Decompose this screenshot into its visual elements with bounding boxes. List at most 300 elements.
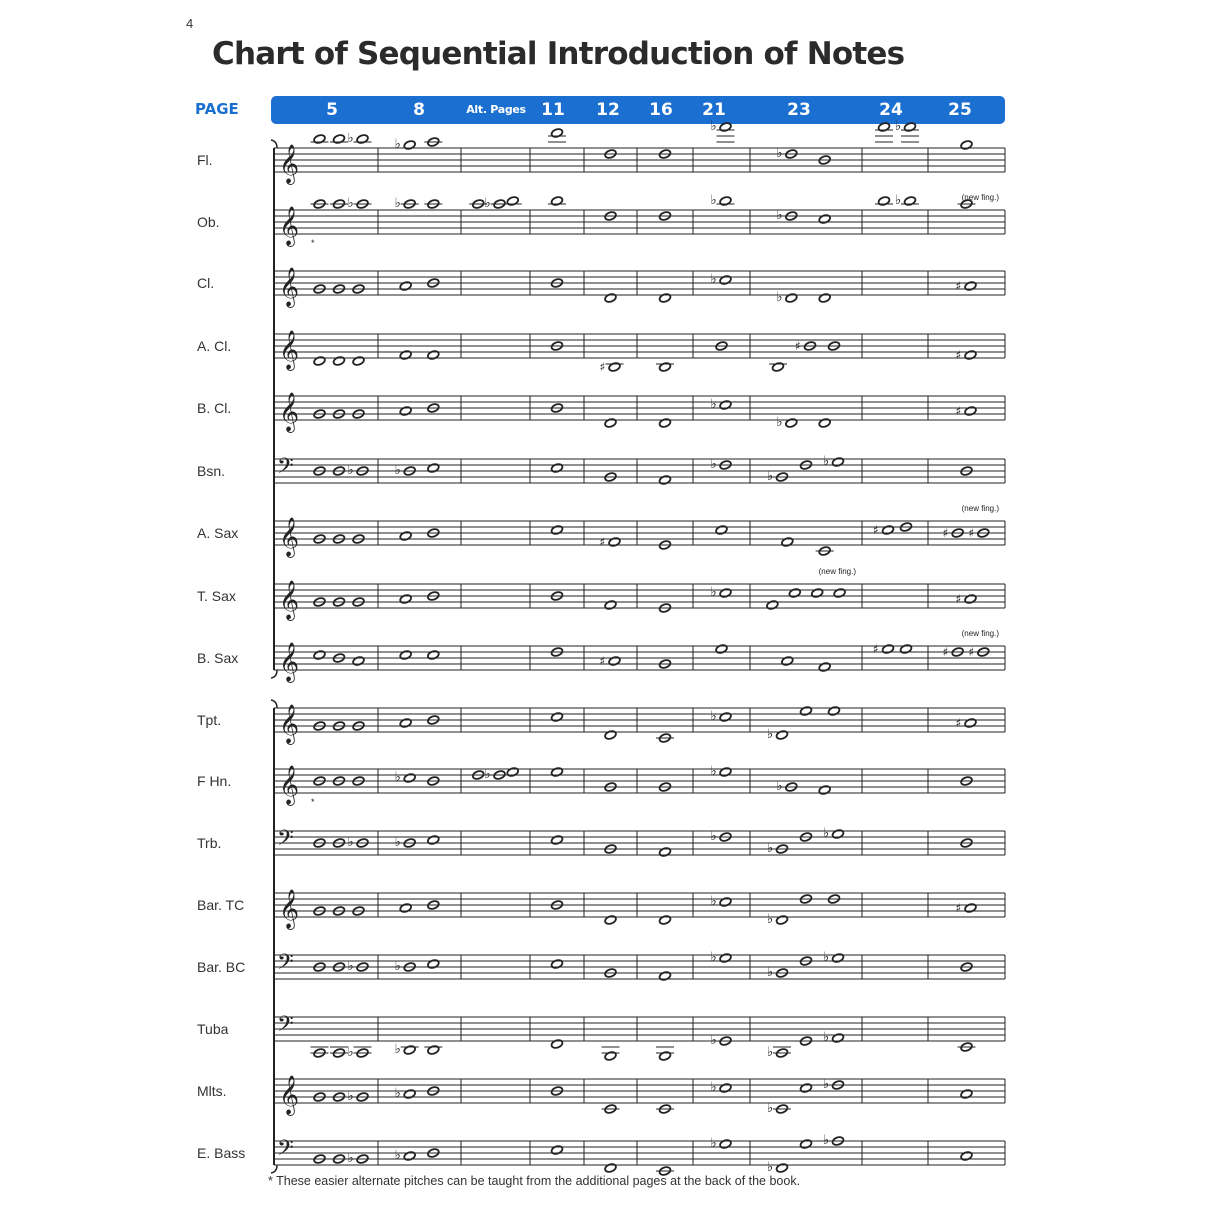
whole-note xyxy=(659,418,672,429)
treble-clef-icon: 𝄞 xyxy=(279,392,300,432)
treble-clef-icon: 𝄞 xyxy=(279,580,300,620)
whole-note xyxy=(352,356,365,367)
note-group xyxy=(769,339,840,372)
treble-clef-icon: 𝄞 xyxy=(279,144,300,184)
note-group xyxy=(956,901,977,915)
note-group xyxy=(711,119,735,142)
instrument-label: Mlts. xyxy=(197,1083,227,1099)
note-group xyxy=(873,642,912,656)
flat-icon: ♭ xyxy=(710,1033,717,1048)
whole-note xyxy=(832,1033,845,1044)
whole-note xyxy=(719,588,732,599)
note-group xyxy=(399,350,440,361)
note-group xyxy=(711,1136,732,1151)
instrument-label: B. Cl. xyxy=(197,400,232,416)
staff xyxy=(274,765,1005,806)
page-column-3: Alt. Pages xyxy=(466,103,526,116)
whole-note xyxy=(313,650,326,661)
flat-icon: ♭ xyxy=(767,1045,774,1060)
whole-note xyxy=(427,959,440,970)
whole-note xyxy=(427,463,440,474)
flat-icon: ♭ xyxy=(767,469,774,484)
new-fingering-annotation: (new fing.) xyxy=(961,504,999,513)
whole-note xyxy=(800,1139,813,1150)
whole-note xyxy=(399,406,412,417)
instrument-label: A. Sax xyxy=(197,525,239,541)
whole-note xyxy=(427,650,440,661)
note-group xyxy=(551,767,564,778)
flat-icon: ♭ xyxy=(710,829,717,844)
bass-clef-icon: 𝄢 xyxy=(277,454,294,484)
whole-note xyxy=(964,718,977,729)
note-group xyxy=(395,137,443,152)
whole-note xyxy=(399,903,412,914)
flat-icon: ♭ xyxy=(394,959,401,974)
flat-icon: ♭ xyxy=(823,826,830,841)
whole-note xyxy=(659,475,672,486)
flat-icon: ♭ xyxy=(347,1151,354,1166)
treble-clef-icon: 𝄞 xyxy=(279,889,300,929)
sharp-icon: ♯ xyxy=(599,654,606,668)
flat-icon: ♭ xyxy=(767,841,774,856)
sharp-icon: ♯ xyxy=(968,526,975,540)
note-group xyxy=(659,847,672,858)
whole-note xyxy=(719,897,732,908)
bass-clef-icon: 𝄢 xyxy=(277,826,294,856)
flat-icon: ♭ xyxy=(484,196,491,211)
whole-note xyxy=(818,293,831,304)
new-fingering-annotation: (new fing.) xyxy=(818,567,856,576)
whole-note xyxy=(882,644,895,655)
treble-clef-icon: 𝄞 xyxy=(279,517,300,557)
note-group xyxy=(875,119,919,142)
note-group xyxy=(711,764,732,779)
whole-note xyxy=(715,525,728,536)
sharp-icon: ♯ xyxy=(955,901,962,915)
whole-note xyxy=(719,767,732,778)
flat-icon: ♭ xyxy=(767,727,774,742)
note-group xyxy=(711,1080,732,1095)
page-title: Chart of Sequential Introduction of Notes xyxy=(212,36,905,72)
sharp-icon: ♯ xyxy=(955,592,962,606)
instrument-label: Tuba xyxy=(197,1021,229,1037)
whole-note xyxy=(604,915,617,926)
note-group xyxy=(776,290,831,305)
staff-system-1 xyxy=(271,140,277,678)
whole-note xyxy=(403,1151,416,1162)
note-group xyxy=(311,196,372,211)
flat-icon: ♭ xyxy=(767,965,774,980)
note-group xyxy=(767,706,840,742)
flat-icon: ♭ xyxy=(710,709,717,724)
whole-note xyxy=(818,418,831,429)
instrument-label: Fl. xyxy=(197,152,213,168)
whole-note xyxy=(604,418,617,429)
note-group xyxy=(656,1104,674,1115)
flat-icon: ♭ xyxy=(394,1086,401,1101)
instrument-label: T. Sax xyxy=(197,588,236,604)
sharp-icon: ♯ xyxy=(955,348,962,362)
bass-clef-icon: 𝄢 xyxy=(277,950,294,980)
whole-note xyxy=(659,847,672,858)
whole-note xyxy=(904,196,917,207)
note-group xyxy=(395,196,443,211)
note-group xyxy=(395,1148,440,1163)
whole-note xyxy=(904,122,917,133)
whole-note xyxy=(719,400,732,411)
flat-icon: ♭ xyxy=(710,1080,717,1095)
staff xyxy=(274,267,1005,308)
whole-note xyxy=(766,600,779,611)
whole-note xyxy=(719,275,732,286)
flat-icon: ♭ xyxy=(347,463,354,478)
whole-note xyxy=(719,196,732,207)
staff xyxy=(274,704,1005,745)
flat-icon: ♭ xyxy=(394,1042,401,1057)
page-column-5: 12 xyxy=(596,100,620,120)
flat-icon: ♭ xyxy=(394,770,401,785)
note-group xyxy=(781,537,834,557)
note-group xyxy=(604,915,617,926)
footnote: * These easier alternate pitches can be taught from the additional pages at the back of the book. xyxy=(268,1174,801,1188)
whole-note xyxy=(788,588,801,599)
note-group xyxy=(604,600,617,611)
flat-icon: ♭ xyxy=(347,959,354,974)
whole-note xyxy=(719,122,732,133)
sharp-icon: ♯ xyxy=(599,360,606,374)
note-group xyxy=(395,1086,440,1101)
note-group xyxy=(711,397,732,412)
whole-note xyxy=(333,134,346,145)
page-column-1: 5 xyxy=(326,100,338,120)
note-group xyxy=(399,650,440,661)
note-group xyxy=(711,585,732,600)
whole-note xyxy=(811,588,824,599)
note-group xyxy=(776,415,831,430)
flat-icon: ♭ xyxy=(823,454,830,469)
note-group xyxy=(711,894,732,909)
flat-icon: ♭ xyxy=(767,1160,774,1175)
flat-icon: ♭ xyxy=(394,835,401,850)
flat-icon: ♭ xyxy=(823,1030,830,1045)
whole-note xyxy=(551,1039,564,1050)
note-group xyxy=(656,1047,674,1061)
whole-note xyxy=(964,594,977,605)
flat-icon: ♭ xyxy=(823,950,830,965)
sharp-icon: ♯ xyxy=(599,535,606,549)
whole-note xyxy=(403,1045,416,1056)
page-column-9: 24 xyxy=(879,100,903,120)
note-group xyxy=(548,128,566,142)
note-group xyxy=(551,463,564,474)
whole-note xyxy=(604,1051,617,1062)
whole-note xyxy=(900,644,913,655)
instrument-label: Bar. BC xyxy=(197,959,246,975)
note-group xyxy=(551,835,564,846)
note-group xyxy=(604,1163,617,1174)
whole-note xyxy=(772,362,785,373)
note-group xyxy=(715,644,728,655)
instrument-label: B. Sax xyxy=(197,650,239,666)
note-group xyxy=(958,193,1000,209)
flat-icon: ♭ xyxy=(895,119,902,134)
whole-note xyxy=(776,915,789,926)
note-group xyxy=(551,1145,564,1156)
flat-icon: ♭ xyxy=(767,1101,774,1116)
whole-note xyxy=(719,953,732,964)
note-group xyxy=(711,272,732,287)
whole-note xyxy=(608,656,621,667)
note-group xyxy=(600,535,621,549)
whole-note xyxy=(719,1139,732,1150)
whole-note xyxy=(960,1089,973,1100)
staff-system-2 xyxy=(271,700,277,1173)
treble-clef-icon: 𝄞 xyxy=(279,704,300,744)
page-number: 4 xyxy=(186,16,194,31)
whole-note xyxy=(427,835,440,846)
note-group xyxy=(711,193,735,208)
whole-note xyxy=(352,656,365,667)
whole-note xyxy=(551,196,564,207)
flat-icon: ♭ xyxy=(394,137,401,152)
staff xyxy=(274,206,1005,247)
flat-icon: ♭ xyxy=(823,1133,830,1148)
whole-note xyxy=(506,196,519,207)
note-group xyxy=(604,293,617,304)
whole-note xyxy=(604,293,617,304)
flat-icon: ♭ xyxy=(347,835,354,850)
instrument-label: Bar. TC xyxy=(197,897,245,913)
page-header-label: PAGE xyxy=(195,100,239,118)
whole-note xyxy=(604,600,617,611)
whole-note xyxy=(659,362,672,373)
new-fingering-annotation: (new fing.) xyxy=(961,629,999,638)
note-group xyxy=(956,592,977,606)
instrument-label: A. Cl. xyxy=(197,338,232,354)
instrument-label: E. Bass xyxy=(197,1145,246,1161)
whole-note xyxy=(964,281,977,292)
staff xyxy=(274,826,1005,856)
whole-note xyxy=(785,293,798,304)
whole-note xyxy=(719,1083,732,1094)
staff xyxy=(274,517,1005,558)
flat-icon: ♭ xyxy=(710,1136,717,1151)
whole-note xyxy=(818,214,831,225)
whole-note xyxy=(832,829,845,840)
note-group xyxy=(600,360,624,374)
flat-icon: ♭ xyxy=(776,208,783,223)
flat-icon: ♭ xyxy=(347,1089,354,1104)
whole-note xyxy=(551,712,564,723)
treble-clef-icon: 𝄞 xyxy=(279,267,300,307)
note-group xyxy=(659,971,672,982)
whole-note xyxy=(403,773,416,784)
note-group xyxy=(395,770,440,786)
whole-note xyxy=(551,959,564,970)
page-column-2: 8 xyxy=(413,100,425,120)
note-group xyxy=(313,356,365,367)
flat-icon: ♭ xyxy=(776,146,783,161)
note-group xyxy=(960,1089,973,1100)
whole-note xyxy=(551,128,564,139)
whole-note xyxy=(399,594,412,605)
whole-note xyxy=(800,706,813,717)
note-group xyxy=(943,629,1000,659)
whole-note xyxy=(960,140,973,151)
page-column-6: 16 xyxy=(649,100,673,120)
flat-icon: ♭ xyxy=(710,764,717,779)
flat-icon: ♭ xyxy=(776,415,783,430)
treble-clef-icon: 𝄞 xyxy=(279,206,300,246)
page-column-10: 25 xyxy=(948,100,972,120)
treble-clef-icon: 𝄞 xyxy=(279,330,300,370)
flat-icon: ♭ xyxy=(823,1077,830,1092)
sharp-icon: ♯ xyxy=(795,339,801,353)
whole-note xyxy=(313,356,326,367)
whole-note xyxy=(399,531,412,542)
staff xyxy=(274,580,1005,621)
note-group xyxy=(551,525,564,536)
whole-note xyxy=(878,122,891,133)
staff xyxy=(274,144,1005,185)
whole-note xyxy=(828,706,841,717)
whole-note xyxy=(659,915,672,926)
whole-note xyxy=(506,767,519,778)
flat-icon: ♭ xyxy=(710,272,717,287)
sharp-icon: ♯ xyxy=(873,523,879,537)
staff xyxy=(274,1075,1005,1116)
whole-note xyxy=(356,134,369,145)
note-group xyxy=(776,146,831,165)
whole-note xyxy=(833,588,846,599)
whole-note xyxy=(719,712,732,723)
whole-note xyxy=(403,1089,416,1100)
whole-note xyxy=(832,953,845,964)
sharp-icon: ♯ xyxy=(955,716,962,730)
whole-note xyxy=(800,1083,813,1094)
note-group xyxy=(711,709,732,724)
whole-note xyxy=(551,525,564,536)
sharp-icon: ♯ xyxy=(955,404,962,418)
treble-clef-icon: 𝄞 xyxy=(279,642,300,682)
flat-icon: ♭ xyxy=(710,950,717,965)
instrument-label: Ob. xyxy=(197,214,220,230)
note-group xyxy=(767,1133,844,1175)
whole-note xyxy=(776,1163,789,1174)
flat-icon: ♭ xyxy=(394,196,401,211)
note-group xyxy=(602,1047,620,1061)
whole-note xyxy=(333,356,346,367)
whole-note xyxy=(399,350,412,361)
new-fingering-annotation: (new fing.) xyxy=(961,193,999,202)
sharp-icon: ♯ xyxy=(968,645,975,659)
whole-note xyxy=(399,281,412,292)
note-group xyxy=(395,1042,443,1057)
whole-note xyxy=(551,1145,564,1156)
instrument-label: Cl. xyxy=(197,275,215,291)
whole-note xyxy=(715,644,728,655)
whole-note xyxy=(878,196,891,207)
whole-note xyxy=(818,662,831,673)
staff xyxy=(274,1136,1005,1166)
treble-clef-icon: 𝄞 xyxy=(279,1075,300,1115)
whole-note xyxy=(399,650,412,661)
note-group xyxy=(956,404,977,418)
note-group xyxy=(659,418,672,429)
whole-note xyxy=(785,418,798,429)
page-column-8: 23 xyxy=(787,100,811,120)
alternate-pitch-asterisk: * xyxy=(311,238,315,248)
note-group xyxy=(766,567,856,610)
whole-note xyxy=(313,134,326,145)
note-group xyxy=(873,522,912,537)
instrument-label: Trb. xyxy=(197,835,222,851)
note-group xyxy=(551,1039,564,1050)
note-group xyxy=(956,348,977,362)
flat-icon: ♭ xyxy=(710,397,717,412)
instrument-label: F Hn. xyxy=(197,773,232,789)
flat-icon: ♭ xyxy=(710,457,717,472)
whole-note xyxy=(882,525,895,536)
flat-icon: ♭ xyxy=(710,119,717,134)
whole-note xyxy=(403,140,416,151)
whole-note xyxy=(659,1051,672,1062)
page-column-7: 21 xyxy=(702,100,726,120)
flat-icon: ♭ xyxy=(347,196,354,211)
staff xyxy=(274,642,1005,683)
note-group xyxy=(600,654,621,668)
staff xyxy=(274,950,1005,980)
note-group xyxy=(656,733,674,744)
instrument-label: Bsn. xyxy=(197,463,226,479)
whole-note xyxy=(964,903,977,914)
note-group xyxy=(602,1104,620,1115)
note-group xyxy=(656,362,674,373)
note-group xyxy=(659,475,672,486)
flat-icon: ♭ xyxy=(347,1045,354,1060)
whole-note xyxy=(608,537,621,548)
note-group xyxy=(659,293,672,304)
note-group xyxy=(875,193,919,208)
flat-icon: ♭ xyxy=(394,463,401,478)
note-group xyxy=(311,131,372,146)
whole-note xyxy=(427,1045,440,1056)
whole-note xyxy=(608,362,621,373)
flat-icon: ♭ xyxy=(710,585,717,600)
treble-clef-icon: 𝄞 xyxy=(279,765,300,805)
whole-note xyxy=(551,835,564,846)
sharp-icon: ♯ xyxy=(873,642,879,656)
flat-icon: ♭ xyxy=(776,779,783,794)
note-group xyxy=(960,1151,973,1162)
bass-clef-icon: 𝄢 xyxy=(277,1136,294,1166)
flat-icon: ♭ xyxy=(394,1148,401,1163)
note-group xyxy=(551,959,564,970)
whole-note xyxy=(960,1151,973,1162)
whole-note xyxy=(964,350,977,361)
whole-note xyxy=(776,730,789,741)
whole-note xyxy=(659,971,672,982)
flat-icon: ♭ xyxy=(776,290,783,305)
note-group xyxy=(960,140,973,151)
note-group xyxy=(604,418,617,429)
note-group xyxy=(604,730,617,741)
flat-icon: ♭ xyxy=(484,767,491,782)
note-group xyxy=(715,525,728,536)
instrument-label: Tpt. xyxy=(197,712,222,728)
whole-note xyxy=(964,406,977,417)
note-group xyxy=(311,1045,372,1060)
